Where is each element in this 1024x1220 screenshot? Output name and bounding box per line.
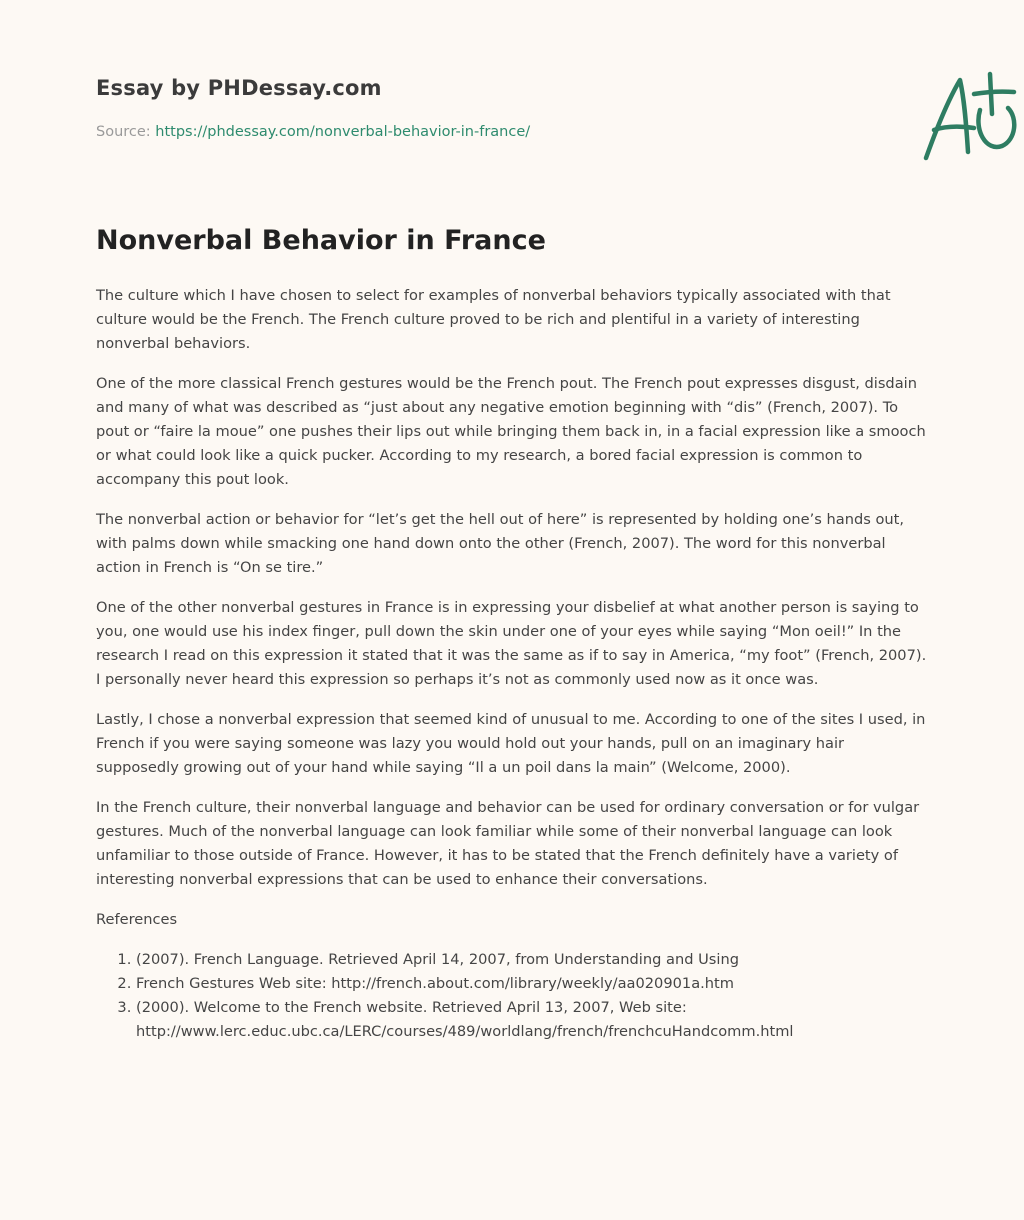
paragraph: Lastly, I chose a nonverbal expression that seemed kind of unusual to me. According to one of the sites I used, in French if you were saying someone was lazy you would hold out your hands, pull on an imaginary hair supposedly growing out of your hand while saying “Il a un poil dans la main” (Welcome, 2000). xyxy=(96,711,926,776)
paragraph: The nonverbal action or behavior for “let’s get the hell out of here” is represented by holding one’s hands out, with palms down while smacking one hand down onto the other (French, 2007). The word for this nonverbal action in French is “On se tire.” xyxy=(96,511,905,576)
references-list xyxy=(96,948,928,1044)
reference-item: 3. (2000). Welcome to the French website. Retrieved April 13, 2007, Web site: http://www.lerc.educ.ubc.ca/LERC/courses/489/worldlang/french/frenchcuHandcomm.html xyxy=(136,996,928,1044)
site-title: Essay by PHDessay.com xyxy=(96,76,382,100)
source-line xyxy=(96,124,530,140)
paragraph: One of the more classical French gestures would be the French pout. The French pout expresses disgust, disdain and many of what was described as “just about any negative emotion beginning with “dis” (French, 2007). To pout or “faire la moue” one pushes their lips out while bringing them back in, in a facial expression like a smooch or what could look like a quick pucker. According to my research, a bored facial expression is common to accompany this pout look. xyxy=(96,375,926,488)
paragraph: The culture which I have chosen to select for examples of nonverbal behaviors typically associated with that culture would be the French. The French culture proved to be rich and plentiful in a variety of interesting nonverbal behaviors. xyxy=(96,287,891,352)
references-heading: References xyxy=(96,911,178,928)
reference-item: 1. (2007). French Language. Retrieved April 14, 2007, from Understanding and Using xyxy=(136,948,928,972)
essay-body xyxy=(96,284,928,1044)
paragraph: In the French culture, their nonverbal language and behavior can be used for ordinary conversation or for vulgar gestures. Much of the nonverbal language can look familiar while some of their nonverbal language can look unfamiliar to those outside of France. However, it has to be stated that the French definitely have a variety of interesting nonverbal expressions that can be used to enhance their conversations. xyxy=(96,799,920,888)
source-label: Source: xyxy=(96,124,151,140)
paragraph: One of the other nonverbal gestures in France is in expressing your disbelief at what another person is saying to you, one would use his index finger, pull down the skin under one of your eyes while saying “Mon oeil!” In the research I read on this expression it stated that it was the same as if to say in America, “my foot” (French, 2007). I personally never heard this expression so perhaps it’s not as commonly used now as it once was. xyxy=(96,599,927,688)
a-plus-logo xyxy=(920,70,1022,164)
source-link[interactable]: https://phdessay.com/nonverbal-behavior-in-france/ xyxy=(155,124,531,140)
reference-item: 2. French Gestures Web site: http://french.about.com/library/weekly/aa020901a.htm xyxy=(136,972,928,996)
essay-title: Nonverbal Behavior in France xyxy=(96,225,546,256)
